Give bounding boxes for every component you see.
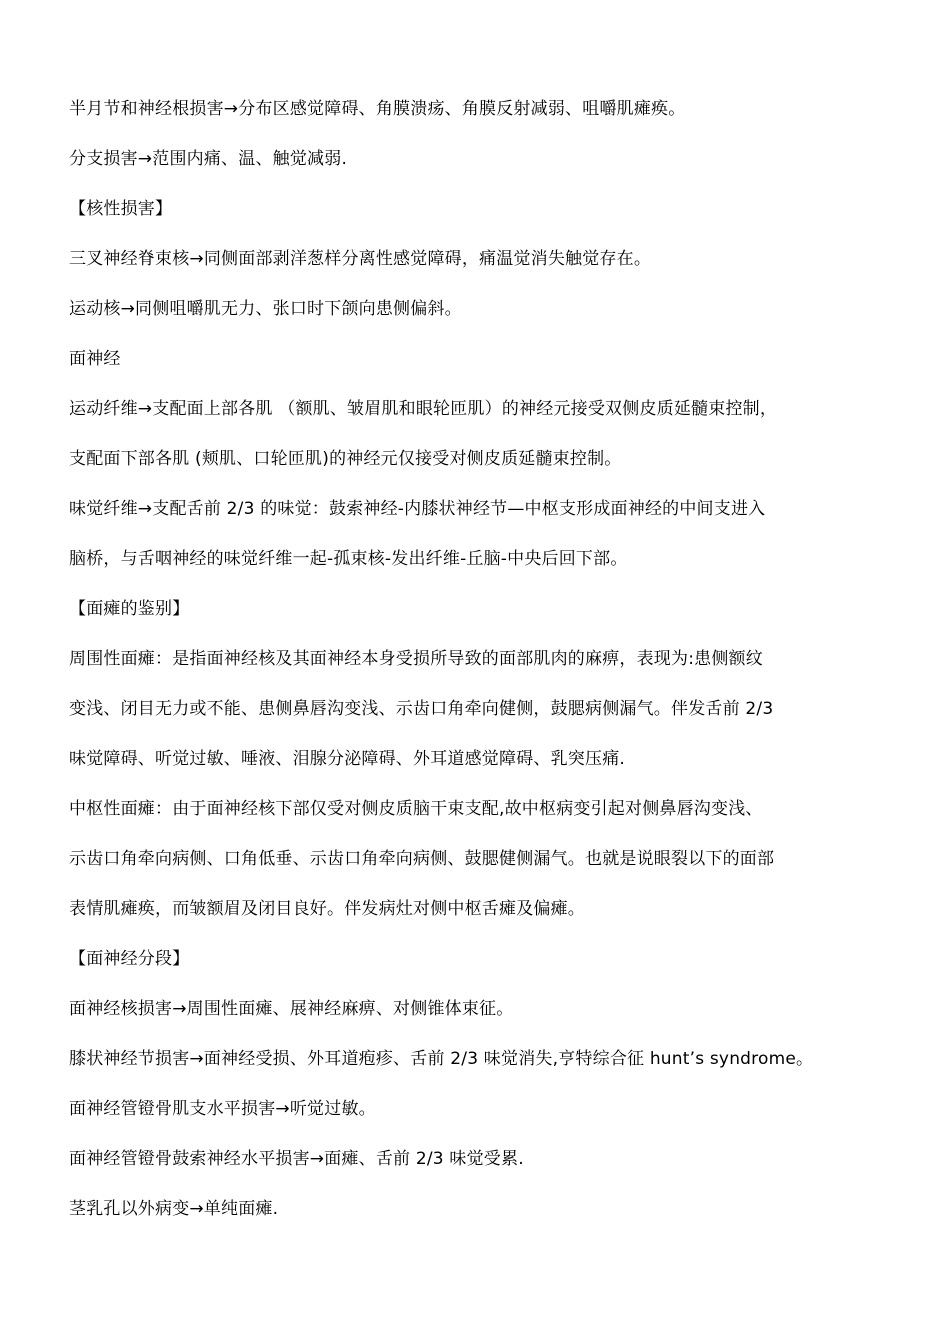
text-line: 变浅、闭目无力或不能、患侧鼻唇沟变浅、示齿口角牵向健侧，鼓腮病侧漏气。伴发舌前 2/3 <box>69 699 774 719</box>
text-line: 膝状神经节损害→面神经受损、外耳道疱疹、舌前 2/3 味觉消失,亨特综合征 hunt’s syndrome。 <box>69 1049 814 1069</box>
text-line: 中枢性面瘫：由于面神经核下部仅受对侧皮质脑干束支配,故中枢病变引起对侧鼻唇沟变浅、 <box>69 799 763 819</box>
text-line: 周围性面瘫：是指面神经核及其面神经本身受损所导致的面部肌肉的麻痹，表现为:患侧额纹 <box>69 649 763 669</box>
document-body <box>69 97 889 1247</box>
text-line: 分支损害→范围内痛、温、触觉减弱. <box>69 149 348 169</box>
text-line: 面神经核损害→周围性面瘫、展神经麻痹、对侧锥体束征。 <box>69 999 514 1019</box>
text-line: 三叉神经脊束核→同侧面部剥洋葱样分离性感觉障碍，痛温觉消失触觉存在。 <box>69 249 652 269</box>
text-line: 面神经管镫骨肌支水平损害→听觉过敏。 <box>69 1099 376 1119</box>
text-line: 运动纤维→支配面上部各肌 （额肌、皱眉肌和眼轮匝肌）的神经元接受双侧皮质延髓束控制， <box>69 399 778 419</box>
text-line: 半月节和神经根损害→分布区感觉障碍、角膜溃疡、角膜反射减弱、咀嚼肌瘫痪。 <box>69 99 686 119</box>
section-heading: 【核性损害】 <box>69 199 173 219</box>
section-heading: 面神经 <box>69 349 121 369</box>
text-line: 表情肌瘫痪，而皱额眉及闭目良好。伴发病灶对侧中枢舌瘫及偏瘫。 <box>69 899 585 919</box>
text-line: 味觉障碍、听觉过敏、唾液、泪腺分泌障碍、外耳道感觉障碍、乳突压痛. <box>69 749 626 769</box>
section-heading: 【面神经分段】 <box>69 949 190 969</box>
text-line: 面神经管镫骨鼓索神经水平损害→面瘫、舌前 2/3 味觉受累. <box>69 1149 524 1169</box>
text-line: 味觉纤维→支配舌前 2/3 的味觉：鼓索神经-内膝状神经节—中枢支形成面神经的中间支进入 <box>69 499 766 519</box>
text-line: 运动核→同侧咀嚼肌无力、张口时下颌向患侧偏斜。 <box>69 299 462 319</box>
section-heading: 【面瘫的鉴别】 <box>69 599 190 619</box>
text-line: 示齿口角牵向病侧、口角低垂、示齿口角牵向病侧、鼓腮健侧漏气。也就是说眼裂以下的面部 <box>69 849 775 869</box>
text-line: 脑桥，与舌咽神经的味觉纤维一起-孤束核-发出纤维-丘脑-中央后回下部。 <box>69 549 628 569</box>
text-line: 支配面下部各肌 (颊肌、口轮匝肌)的神经元仅接受对侧皮质延髓束控制。 <box>69 449 622 469</box>
text-line: 茎乳孔以外病变→单纯面瘫. <box>69 1199 279 1219</box>
